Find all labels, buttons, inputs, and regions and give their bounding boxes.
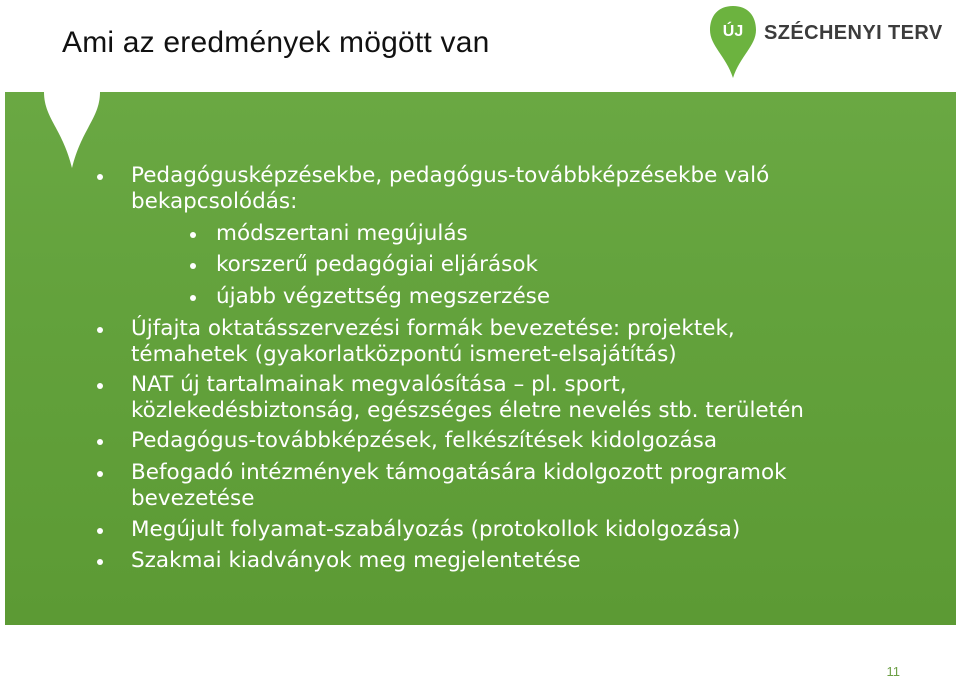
bullet-dot bbox=[97, 559, 103, 565]
bullet-dot bbox=[97, 439, 103, 445]
bullet-text: közlekedésbiztonság, egészséges életre nevelés stb. területén bbox=[131, 398, 804, 423]
bullet-text: NAT új tartalmainak megvalósítása – pl. sport, bbox=[131, 372, 627, 397]
bullet-dot bbox=[190, 232, 196, 238]
bullet-dot bbox=[97, 528, 103, 534]
bullet-dot bbox=[97, 327, 103, 333]
logo-text: SZÉCHENYI TERV bbox=[764, 22, 943, 44]
bullet-text: témahetek (gyakorlatközpontú ismeret-elsajátítás) bbox=[131, 342, 677, 367]
bullet-text: bevezetése bbox=[131, 486, 255, 511]
bullet-text: Pedagógus-továbbképzések, felkészítések kidolgozása bbox=[131, 428, 718, 453]
bullet-dot bbox=[97, 383, 103, 389]
sub-bullet-text: újabb végzettség megszerzése bbox=[216, 284, 551, 309]
slide-title: Ami az eredmények mögött van bbox=[62, 26, 490, 59]
bullet-dot bbox=[97, 471, 103, 477]
bullet-text: Szakmai kiadványok meg megjelentetése bbox=[131, 548, 581, 573]
bullet-dot bbox=[190, 295, 196, 301]
bullet-text: Pedagógusképzésekbe, pedagógus-továbbképzésekbe való bbox=[131, 163, 770, 188]
bullet-text: Újfajta oktatásszervezési formák bevezetése: projektek, bbox=[131, 316, 735, 341]
bullet-text: bekapcsolódás: bbox=[131, 189, 298, 214]
logo-mark-text: ÚJ bbox=[722, 23, 744, 40]
bullet-dot bbox=[97, 174, 103, 180]
sub-bullet-text: korszerű pedagógiai eljárások bbox=[216, 252, 538, 277]
sub-bullet-text: módszertani megújulás bbox=[216, 221, 468, 246]
bullet-dot bbox=[190, 263, 196, 269]
bullet-text: Befogadó intézmények támogatására kidolgozott programok bbox=[131, 460, 787, 485]
page-number: 11 bbox=[886, 664, 900, 679]
bullet-text: Megújult folyamat-szabályozás (protokollok kidolgozása) bbox=[131, 517, 741, 542]
